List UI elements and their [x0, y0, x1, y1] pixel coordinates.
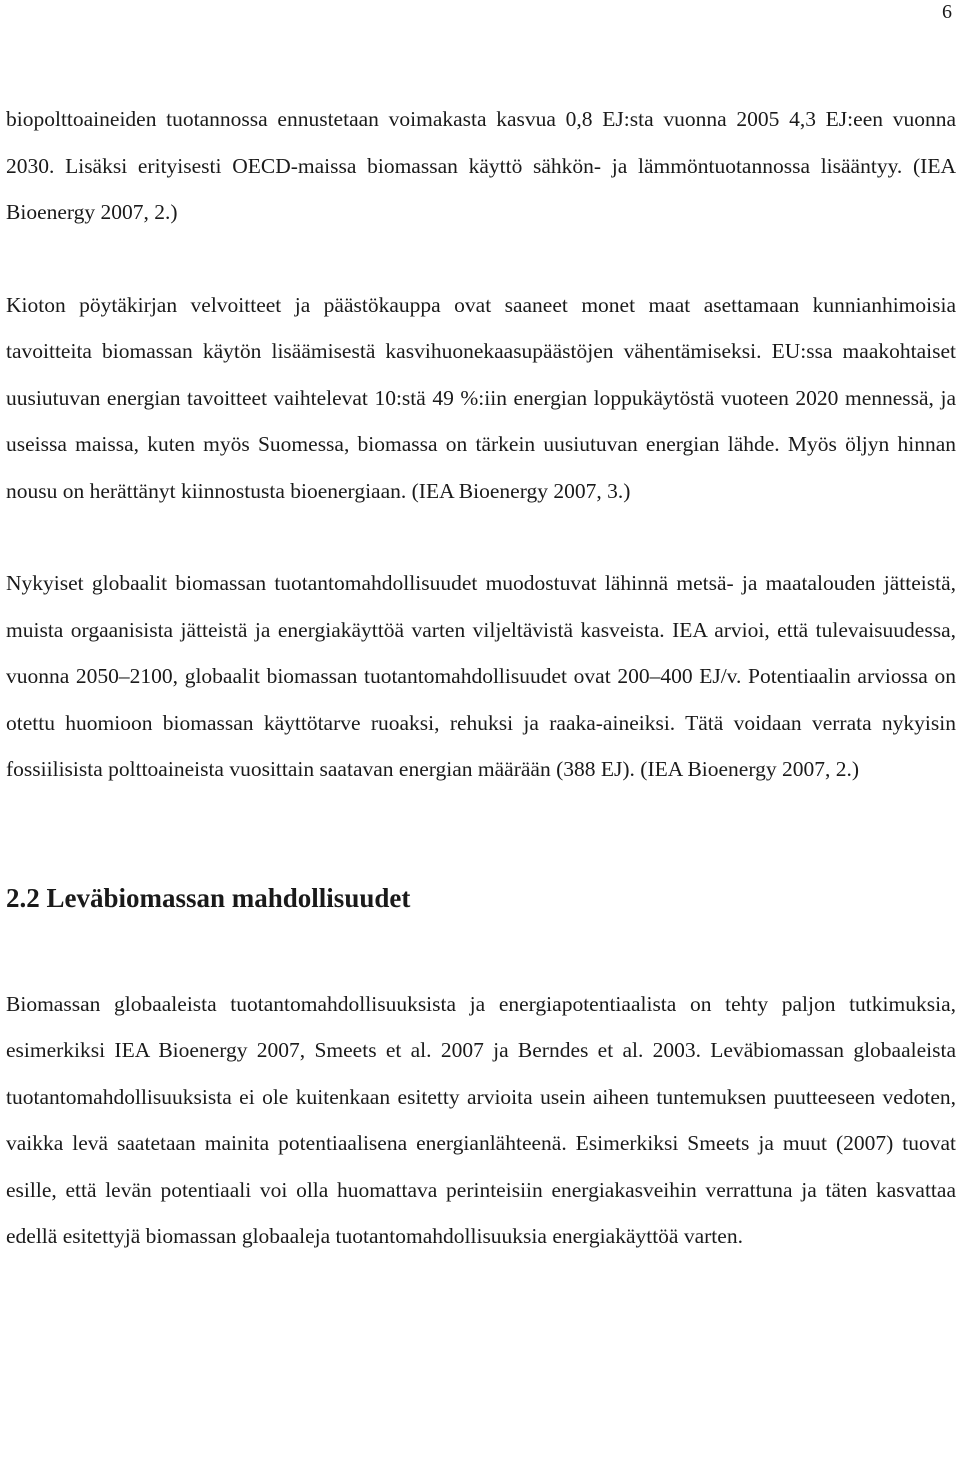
- paragraph-kyoto-targets: Kioton pöytäkirjan velvoitteet ja päästökauppa ovat saaneet monet maat asettamaan kunnianhimoisia tavoitteita biomassan käytön lisäämisestä kasvihuonekaasupäästöjen vähentämiseksi. EU:ssa maakohtaiset uusiutuvan energian tavoitteet vaihtelevat 10:stä 49 %:iin energian loppukäytöstä vuoteen 2020 mennessä, ja useissa maissa, kuten myös Suomessa, biomassa on tärkein uusiutuvan energian lähde. Myös öljyn hinnan nousu on herättänyt kiinnostusta bioenergiaan. (IEA Bioenergy 2007, 3.): [6, 292, 956, 503]
- paragraph-biofuel-forecast: biopolttoaineiden tuotannossa ennustetaan voimakasta kasvua 0,8 EJ:sta vuonna 2005 4,3 EJ:een vuonna 2030. Lisäksi erityisesti OECD-maissa biomassan käyttö sähkön- ja lämmöntuotannossa lisääntyy. (IEA Bioenergy 2007, 2.): [6, 107, 956, 224]
- section-heading: 2.2 Leväbiomassan mahdollisuudet: [6, 882, 411, 913]
- paragraph-algae-biomass: Biomassan globaaleista tuotantomahdollisuuksista ja energiapotentiaalista on tehty paljon tutkimuksia, esimerkiksi IEA Bioenergy 2007, Smeets et al. 2007 ja Berndes et al. 2003. Leväbiomassan globaaleista tuotantomahdollisuuksista ei ole kuitenkaan esitetty arvioita usein aiheen tuntemuksen puutteeseen vedoten, vaikka levä saatetaan mainita potentiaalisena energianlähteenä. Esimerkiksi Smeets ja muut (2007) tuovat esille, että levän potentiaali voi olla huomattava perinteisiin energiakasveihin verrattuna ja täten kasvattaa edellä esitettyjä biomassan globaaleja tuotantomahdollisuuksia energiakäyttöä varten.: [6, 991, 956, 1248]
- page-number: 6: [942, 1, 952, 23]
- document-body: [6, 96, 956, 1260]
- paragraph-global-biomass: Nykyiset globaalit biomassan tuotantomahdollisuudet muodostuvat lähinnä metsä- ja maatalouden jätteistä, muista orgaanisista jätteistä ja energiakäyttöä varten viljeltävistä kasveista. IEA arvioi, että tulevaisuudessa, vuonna 2050–2100, globaalit biomassan tuotantomahdollisuudet ovat 200–400 EJ/v. Potentiaalin arviossa on otettu huomioon biomassan käyttötarve ruoaksi, rehuksi ja raaka-aineiksi. Tätä voidaan verrata nykyisin fossiilisista polttoaineista vuosittain saatavan energian määrään (388 EJ). (IEA Bioenergy 2007, 2.): [6, 571, 956, 781]
